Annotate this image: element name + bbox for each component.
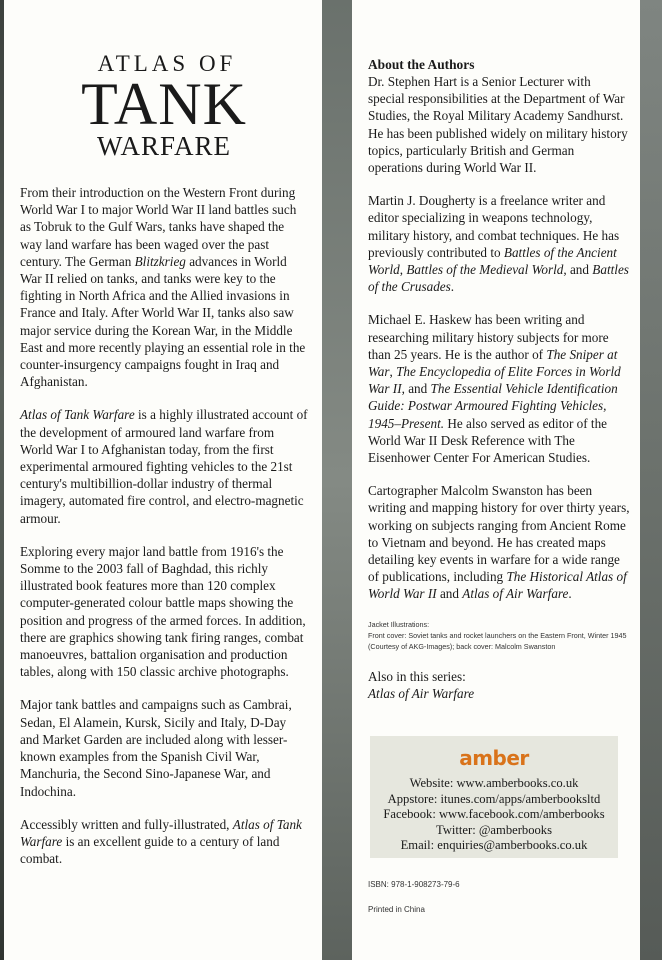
also-in-series bbox=[368, 668, 630, 702]
separator: . bbox=[450, 279, 455, 295]
p2-text: is a highly illustrated account of the development of armoured land warfare from World War I to Afghanistan today, from the first experimental armoured fighting vehicles to the 21st century's multibillion-dollar industry of thermal imagery, automated fire control, and electro-magnetic armour. bbox=[20, 407, 308, 526]
blurb-paragraph-3: Exploring every major land battle from 1916's the Somme to the 2003 fall of Baghdad, this richly illustrated book features more than 120 complex computer-generated colour battle maps showing the position and progress of the armed forces. In addition, there are graphics showing tank firing ranges, combat manoeuvres, battalion organisation and production tables, along with 150 classic archive photographs. bbox=[20, 543, 306, 680]
p5-text-b: is an excellent guide to a century of land combat. bbox=[20, 833, 280, 867]
p5-italic: Atlas of Tank Warfare bbox=[20, 816, 302, 849]
also-title: Atlas of Air Warfare bbox=[368, 685, 475, 701]
swanston-title-1: The Historical Atlas of World War II bbox=[368, 569, 627, 602]
p1-text-a: From their introduction on the Western Front during World War I to major World War II land battles such as Tobruk to the Gulf Wars, tanks have shaped the way land warfare has been waged over the past century. The German bbox=[20, 185, 297, 269]
swanston-title-2: Atlas of Air Warfare bbox=[462, 586, 569, 602]
haskew-text-b: He also served as editor of the World War II Desk Reference with The Eisenhower Center For American Studies. bbox=[368, 415, 608, 466]
haskew-title-2: The Encyclopedia of Elite Forces in World War II bbox=[368, 364, 621, 397]
background-center-strip bbox=[322, 0, 352, 960]
dougherty-title-3: Battles of the Crusades bbox=[368, 262, 629, 295]
book-title bbox=[20, 52, 308, 160]
separator: and bbox=[436, 586, 463, 602]
author-bio-dougherty bbox=[368, 192, 630, 295]
separator: . bbox=[568, 586, 572, 602]
dougherty-text: Martin J. Dougherty is a freelance writer and editor specializing in weapons technology, military history, and combat techniques. He has previously contributed to bbox=[368, 193, 620, 260]
p1-text-b: advances in World War II relied on tanks, and tanks were key to the fighting in North Africa and the Allied invasions in France and Italy. After World War II, tanks also saw major service during the Korean War, in the Middle East and more recently playing an essential role in the counter-insurgency campaigns fought in Iraq and Afghanistan. bbox=[20, 253, 306, 390]
printed-in: Printed in China bbox=[368, 905, 425, 915]
haskew-title-3: The Essential Vehicle Identification Guide: Postwar Armoured Fighting Vehicles, 1945–Present. bbox=[368, 381, 618, 431]
blurb-paragraph-1 bbox=[20, 184, 308, 390]
author-bio-haskew bbox=[368, 311, 630, 466]
publisher-box bbox=[370, 736, 618, 858]
separator: , and bbox=[401, 381, 431, 397]
separator: , and bbox=[563, 262, 593, 278]
jacket-credits bbox=[368, 619, 630, 652]
blurb-paragraph-5 bbox=[20, 816, 308, 868]
jacket-front-cover: Front cover: Soviet tanks and rocket launchers on the Eastern Front, Winter 1945 bbox=[368, 630, 627, 640]
publisher-twitter[interactable]: Twitter: @amberbooks bbox=[436, 822, 552, 837]
front-flap bbox=[4, 0, 322, 960]
isbn: ISBN: 978-1-908273-79-6 bbox=[368, 880, 460, 890]
publisher-facebook[interactable]: Facebook: www.facebook.com/amberbooks bbox=[383, 807, 605, 822]
publisher-logo: amber bbox=[459, 746, 529, 771]
p1-italic: Blitzkrieg bbox=[134, 253, 186, 269]
publisher-appstore[interactable]: Appstore: itunes.com/apps/amberbooksltd bbox=[387, 791, 601, 806]
swanston-text: Cartographer Malcolm Swanston has been writing and mapping history for over thirty years, working on subjects ranging from Ancient Rome to Vietnam and beyond. He has created maps detailing key events in warfare for a wide range of publications, including bbox=[368, 483, 630, 585]
publisher-email[interactable]: Email: enquiries@amberbooks.co.uk bbox=[400, 838, 588, 853]
jacket-heading: Jacket Illustrations: bbox=[368, 619, 430, 629]
haskew-text-a: Michael E. Haskew has been writing and researching military history subjects for more than 25 years. He is the author of bbox=[368, 312, 609, 362]
p5-text-a: Accessibly written and fully-illustrated, bbox=[20, 816, 233, 832]
back-flap bbox=[352, 0, 640, 960]
blurb-paragraph-2 bbox=[20, 406, 308, 526]
separator: , bbox=[399, 262, 407, 278]
background-right-strip bbox=[640, 0, 662, 960]
jacket-back-cover: (Courtesy of AKG-Images); back cover: Malcolm Swanston bbox=[368, 641, 556, 651]
author-bio-hart: Dr. Stephen Hart is a Senior Lecturer with special responsibilities at the Department of War Studies, the Royal Military Academy Sandhurst. He has been published widely on military history topics, particularly British and German operations during World War II. bbox=[368, 74, 628, 176]
haskew-title-1: The Sniper at War bbox=[368, 346, 618, 380]
p2-italic: Atlas of Tank Warfare bbox=[20, 407, 135, 423]
publisher-website[interactable]: Website: www.amberbooks.co.uk bbox=[409, 776, 579, 791]
title-bottom: WARFARE bbox=[96, 131, 231, 161]
title-top: ATLAS OF bbox=[97, 51, 237, 76]
blurb-paragraph-4: Major tank battles and campaigns such as Cambrai, Sedan, El Alamein, Kursk, Sicily and Italy, D-Day and Market Garden are included along with lesser-known examples from the Spanish Civil War, Manchuria, the Second Sino-Japanese War, and Indochina. bbox=[20, 697, 292, 799]
author-bio-swanston bbox=[368, 482, 630, 602]
dougherty-title-2: Battles of the Medieval World bbox=[406, 262, 564, 278]
dougherty-title-1: Battles of the Ancient World bbox=[368, 244, 617, 278]
title-main: TANK bbox=[81, 71, 247, 137]
also-label: Also in this series: bbox=[368, 668, 466, 684]
separator: , bbox=[389, 364, 397, 380]
about-authors-heading: About the Authors bbox=[368, 57, 475, 72]
